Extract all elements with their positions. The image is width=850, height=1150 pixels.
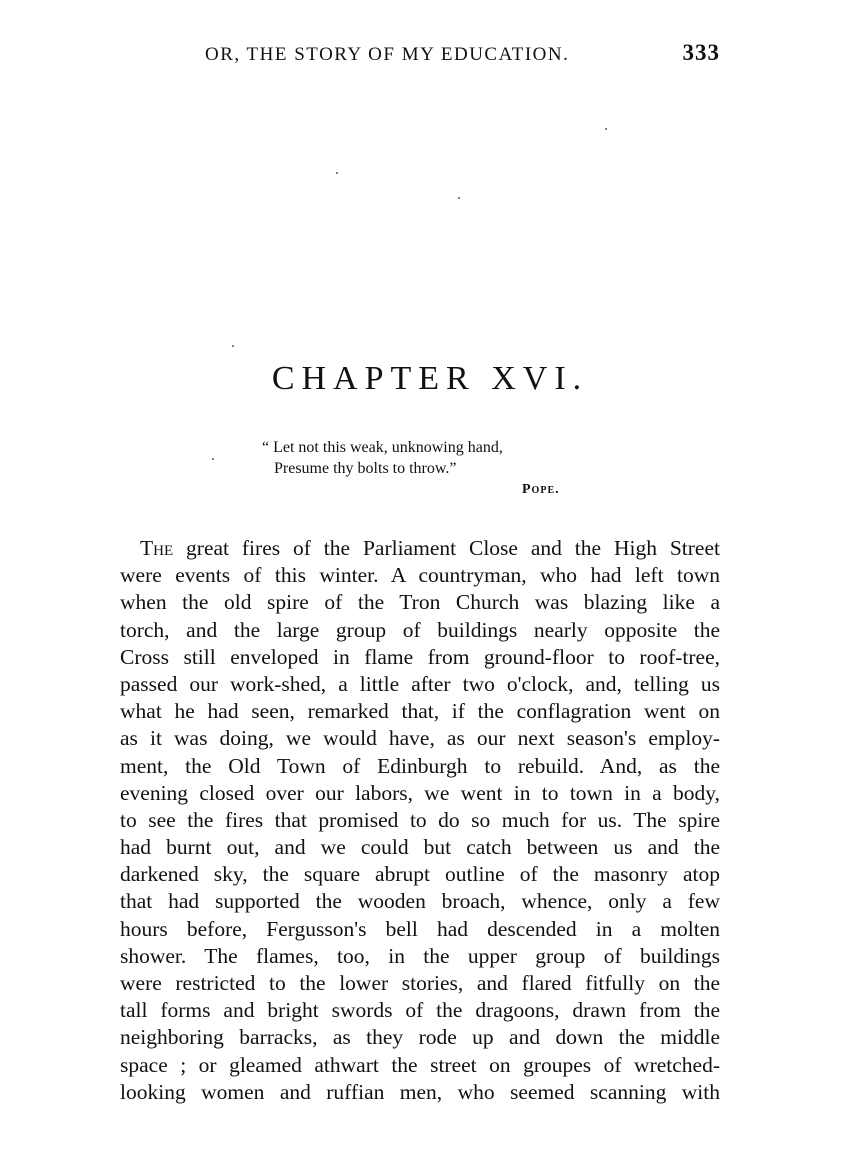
epigraph-line: Presume thy bolts to throw.”: [274, 460, 457, 477]
epigraph: [262, 437, 562, 479]
print-speck: [232, 345, 234, 347]
page-number: 333: [682, 40, 720, 65]
text-line: space ; or gleamed athwart the street on groupes of wretched-: [120, 1052, 720, 1077]
text-line: shower. The flames, too, in the upper group of buildings: [120, 943, 720, 968]
text-line: darkened sky, the square abrupt outline of the masonry atop: [120, 862, 720, 887]
print-speck: [605, 128, 607, 130]
text-line: tall forms and bright swords of the dragoons, drawn from the: [120, 998, 720, 1023]
text-line: ment, the Old Town of Edinburgh to rebuild. And, as the: [120, 753, 720, 778]
text-line: passed our work-shed, a little after two o'clock, and, telling us: [120, 671, 720, 696]
text-line: [120, 535, 720, 562]
epigraph-author: Pope.: [522, 482, 560, 497]
text-line: neighboring barracks, as they rode up and down the middle: [120, 1025, 720, 1050]
print-speck: [458, 197, 460, 199]
running-head: [120, 40, 720, 74]
text-line-content: great fires of the Parliament Close and the High Street: [173, 536, 720, 560]
text-line: were restricted to the lower stories, and flared fitfully on the: [120, 971, 720, 995]
text-line: Cross still enveloped in flame from ground-floor to roof-tree,: [120, 644, 720, 669]
running-title: OR, THE STORY OF MY EDUCATION.: [205, 44, 570, 65]
text-line: as it was doing, we would have, as our next season's employ-: [120, 726, 720, 751]
text-line: were events of this winter. A countryman, who had left town: [120, 563, 720, 588]
text-line: what he had seen, remarked that, if the conflagration went on: [120, 699, 720, 724]
text-line: to see the fires that promised to do so much for us. The spire: [120, 807, 720, 832]
body-text: [120, 535, 720, 1106]
print-speck: [212, 458, 214, 460]
text-line: hours before, Fergusson's bell had descended in a molten: [120, 916, 720, 941]
epigraph-line: “ Let not this weak, unknowing hand,: [262, 439, 503, 456]
text-line: that had supported the wooden broach, whence, only a few: [120, 889, 720, 914]
text-line: evening closed over our labors, we went in to town in a body,: [120, 780, 720, 805]
text-line: when the old spire of the Tron Church was blazing like a: [120, 590, 720, 615]
chapter-title: CHAPTER XVI.: [271, 360, 589, 397]
print-speck: [336, 172, 338, 174]
text-line: had burnt out, and we could but catch between us and the: [120, 835, 720, 860]
text-line: looking women and ruffian men, who seemed scanning with: [120, 1079, 720, 1104]
dropcap-word: The: [140, 536, 174, 560]
text-line: torch, and the large group of buildings nearly opposite the: [120, 617, 720, 642]
